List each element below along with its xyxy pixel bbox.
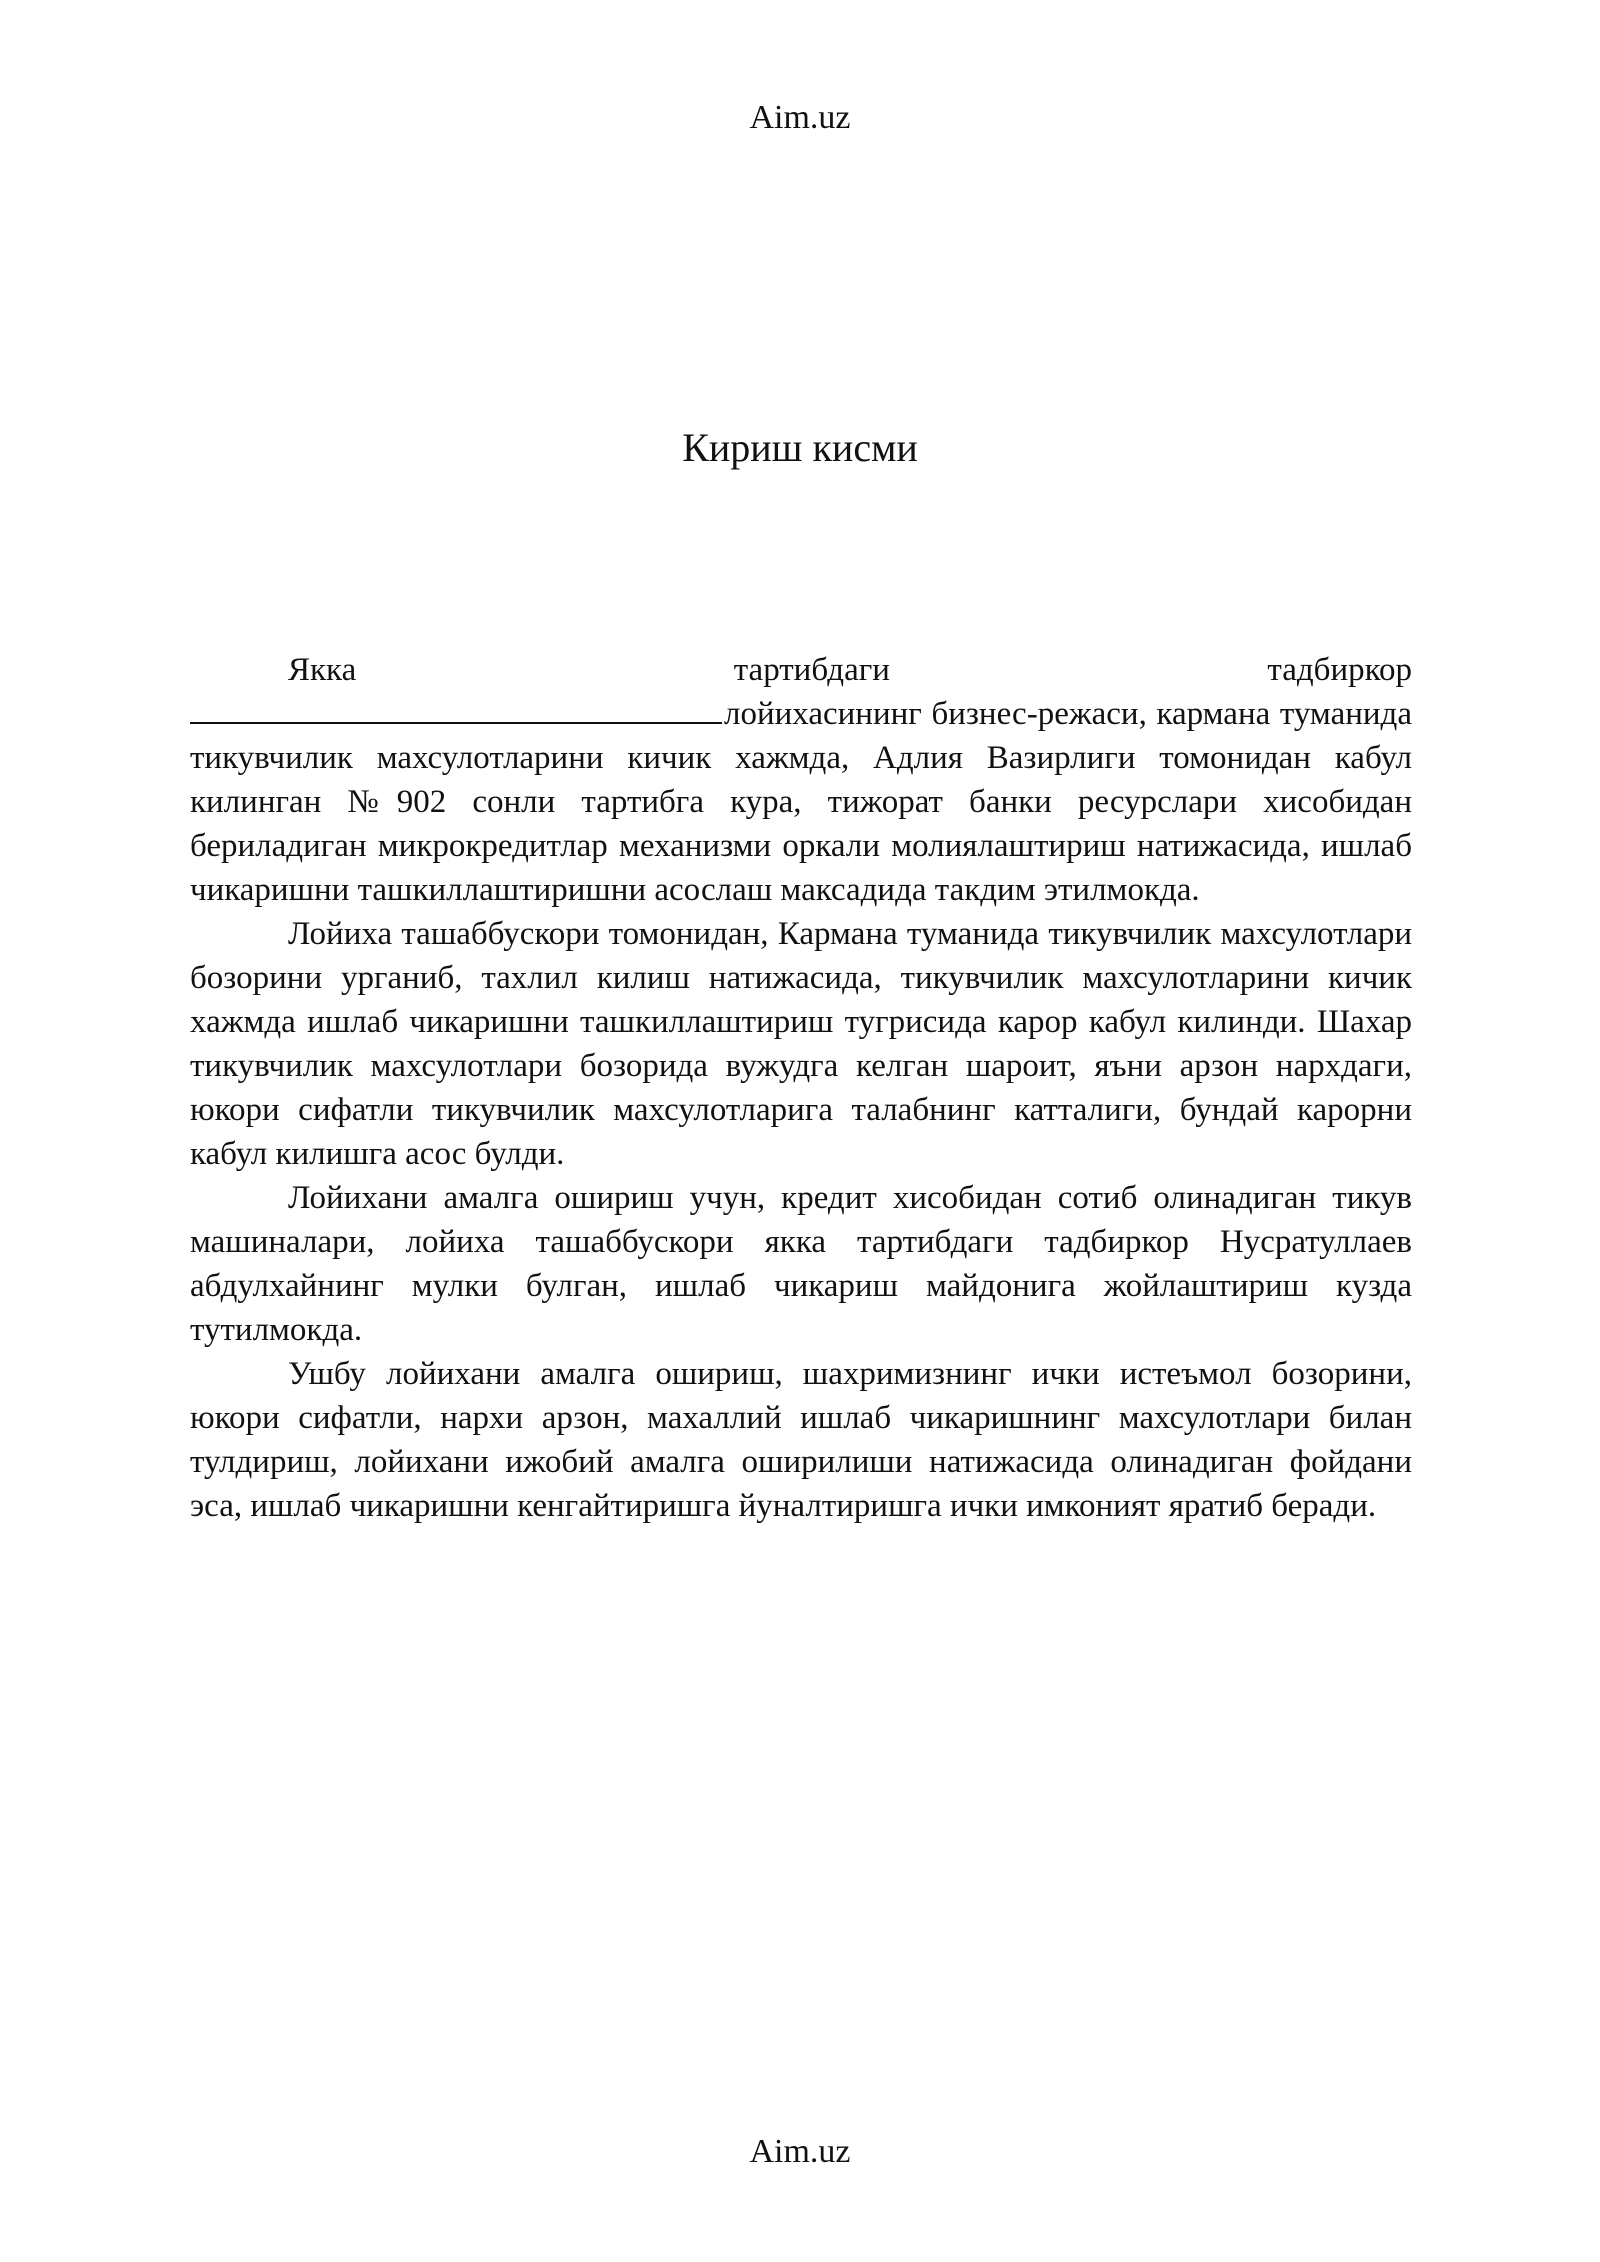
paragraph-1-continuation — [190, 692, 1412, 912]
paragraph-2: Лойиха ташаббускори томонидан, Кармана туманида тикувчилик махсулотлари бозорини урганиб, тахлил килиш натижасида, тикувчилик махсулотларини кичик хажмда ишлаб чикаришни ташкиллаштириш тугрисида карор кабул килинди. Шахар тикувчилик махсулотлари бозорида вужудга келган шароит, яъни арзон нархдаги, юкори сифатли тикувчилик махсулотларига талабнинг катталиги, бундай карорни кабул килишга асос булди. — [190, 916, 1412, 1172]
paragraph-1-word-3: тадбиркор — [1267, 652, 1412, 688]
footer-watermark: Aim.uz — [749, 2133, 851, 2170]
paragraph-3: Лойихани амалга ошириш учун, кредит хисобидан сотиб олинадиган тикув машиналари, лойиха ташаббускори якка тартибдаги тадбиркор Нусратуллаев абдулхайнинг мулки булган, ишлаб чикариш майдонига жойлаштириш кузда тутилмокда. — [190, 1180, 1412, 1348]
paragraph-1-text: лойихасининг бизнес-режаси, кармана туманида тикувчилик махсулотларини кичик хажмда, Адлия Вазирлиги томонидан кабул килинган №902 сонли тартибга кура, тижорат банки ресурслари хисобидан бериладиган микрокредитлар механизми оркали молиялаштириш натижасида, ишлаб чикаришни ташкиллаштиришни асослаш максадида такдим этилмокда. — [190, 696, 1412, 908]
header-watermark: Aim.uz — [749, 99, 851, 136]
fill-in-blank-line — [190, 694, 722, 724]
body-text — [190, 648, 1412, 1528]
paragraph-4: Ушбу лойихани амалга ошириш, шахримизнинг ички истеъмол бозорини, юкори сифатли, нархи арзон, махаллий ишлаб чикаришнинг махсулотлари билан тулдириш, лойихани ижобий амалга оширилиши натижасида олинадиган фойдани эса, ишлаб чикаришни кенгайтиришга йуналтиришга ички имконият яратиб беради. — [190, 1356, 1412, 1524]
paragraph-1 — [190, 648, 1412, 912]
paragraph-1-first-line — [190, 648, 1412, 692]
paragraph-1-word-2: тартибдаги — [733, 652, 890, 688]
section-title: Кириш кисми — [682, 425, 918, 470]
paragraph-1-word-1: Якка — [288, 652, 357, 688]
